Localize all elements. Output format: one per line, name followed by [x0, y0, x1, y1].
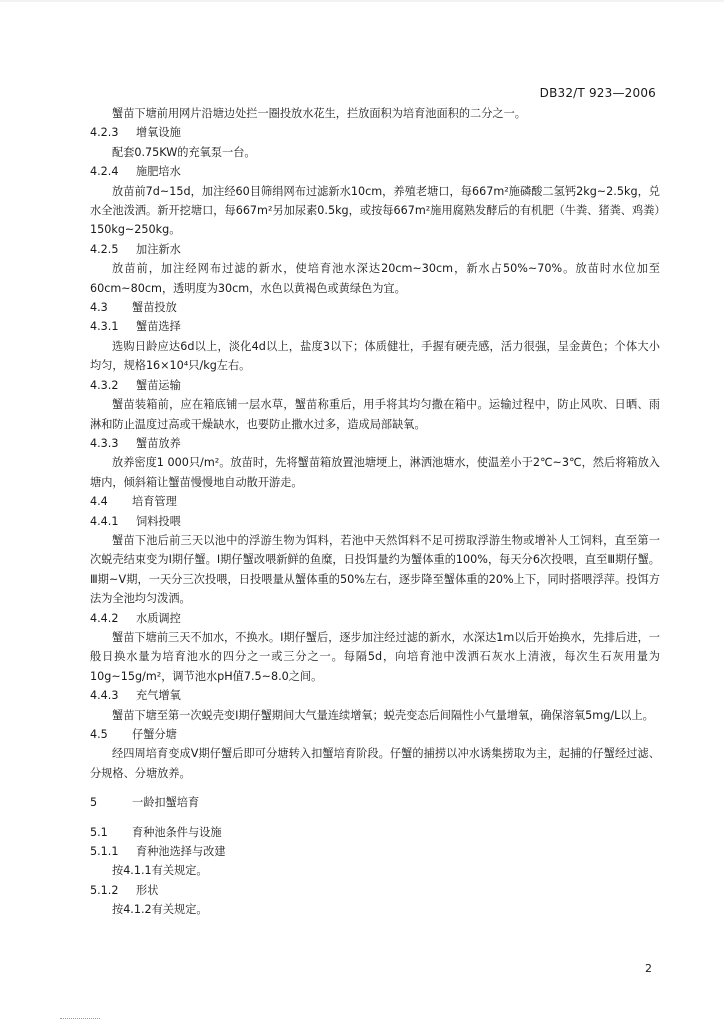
- section-number: 5.1.2: [90, 883, 119, 897]
- standard-code: DB32/T 923—2006: [539, 86, 656, 100]
- section-number: 5: [90, 796, 98, 810]
- paragraph: 放养密度1 000只/m²。放苗时，先将蟹苗箱放置池塘埂上，淋洒池塘水，使温差小于2℃~3℃，然后将箱放入塘内，倾斜箱让蟹苗慢慢地自动散开游走。: [90, 456, 660, 489]
- section-number: 4.4.3: [90, 689, 119, 703]
- section-heading: [90, 793, 660, 812]
- section-heading: [90, 376, 660, 395]
- section-number: 4.2.3: [90, 126, 119, 140]
- section-number: 5.1.1: [90, 845, 119, 859]
- section-title: 形状: [136, 883, 159, 897]
- section-title: 水质调控: [136, 611, 181, 625]
- section-heading: [90, 512, 660, 531]
- section-title: 蟹苗放养: [136, 436, 181, 450]
- section-heading: [90, 240, 660, 259]
- paragraph: 配套0.75KW的充氧泵一台。: [112, 145, 256, 159]
- section-heading: [90, 492, 660, 511]
- paragraph: 放苗前，加注经网布过滤的新水，使培育池水深达20cm~30cm，新水占50%~70%。放苗时水位加至60cm~80cm，透明度为30cm，水色以黄褐色或黄绿色为宜。: [90, 262, 660, 295]
- section-number: 5.1: [90, 825, 108, 839]
- section-heading: [90, 317, 660, 336]
- section-number: 4.3: [90, 301, 108, 315]
- scan-edge: [0, 0, 724, 2]
- paragraph: 按4.1.1有关规定。: [112, 864, 208, 878]
- section-title: 仔蟹分塘: [132, 728, 177, 741]
- section-heading: [90, 686, 660, 705]
- section-heading: [90, 123, 660, 142]
- section-heading: [90, 609, 660, 628]
- section-title: 育种池条件与设施: [132, 825, 222, 839]
- section-title: 蟹苗投放: [132, 301, 177, 315]
- section-title: 蟹苗选择: [136, 320, 181, 334]
- section-title: 施肥培水: [136, 165, 181, 179]
- section-number: 4.4.1: [90, 514, 119, 528]
- section-title: 增氧设施: [136, 126, 181, 140]
- section-title: 蟹苗运输: [136, 378, 181, 392]
- section-number: 4.5: [90, 728, 108, 741]
- paragraph: 蟹苗装箱前，应在箱底铺一层水草，蟹苗称重后，用手将其均匀撒在箱中。运输过程中，防止风吹、日晒、雨淋和防止温度过高或干燥缺水，也要防止撒水过多，造成局部缺氧。: [90, 398, 660, 431]
- section-number: 4.4.2: [90, 611, 119, 625]
- paragraph: 蟹苗下池后前三天以池中的浮游生物为饵料，若池中天然饵料不足可捞取浮游生物或增补人工饲料，直至第一次蜕壳结束变为Ⅰ期仔蟹。Ⅰ期仔蟹改喂新鲜的鱼糜，日投饵量约为蟹体重的100%，每天分6次投喂，直至Ⅲ期仔蟹。Ⅲ期~Ⅴ期，一天分三次投喂，日投喂量从蟹体重的50%左右，逐步降至蟹体重的20%上下，同时搭喂浮萍。投饵方法为全池均匀泼洒。: [90, 533, 660, 606]
- section-number: 4.3.1: [90, 320, 119, 334]
- section-heading: [90, 881, 660, 900]
- section-title: 充气增氧: [136, 689, 181, 703]
- section-heading: [90, 298, 660, 317]
- section-title: 培育管理: [132, 495, 177, 509]
- scan-artifact: [60, 1018, 100, 1022]
- section-heading: [90, 162, 660, 181]
- paragraph: 蟹苗下塘至第一次蜕壳变Ⅰ期仔蟹期间大气量连续增氧；蜕壳变态后间隔性小气量增氧，确保溶氧5mg/L以上。: [112, 708, 654, 722]
- section-heading: [90, 842, 660, 861]
- section-number: 4.4: [90, 495, 108, 509]
- paragraph: 蟹苗下塘前三天不加水，不换水。Ⅰ期仔蟹后，逐步加注经过滤的新水，水深达1m以后开始换水，先排后进，一般日换水量为培育池水的四分之一或三分之一。每隔5d，向培育池中泼洒石灰水上清液，每次生石灰用量为10g~15g/m²，调节池水pH值7.5~8.0之间。: [90, 630, 660, 683]
- section-title: 加注新水: [136, 242, 181, 256]
- paragraph: 经四周培育变成Ⅴ期仔蟹后即可分塘转入扣蟹培育阶段。仔蟹的捕捞以冲水诱集捞取为主，起捕的仔蟹经过滤、分规格、分塘放养。: [90, 747, 660, 780]
- paragraph: 放苗前7d~15d，加注经60目筛绢网布过滤新水10cm，养殖老塘口，每667m²施磷酸二氢钙2kg~2.5kg，兑水全池泼洒。新开挖塘口，每667m²另加尿素0.5kg，或按每667m²施用腐熟发酵后的有机肥（牛粪、猪粪、鸡粪）150kg~250kg。: [90, 184, 660, 237]
- section-title: 一龄扣蟹培育: [132, 796, 200, 810]
- section-number: 4.3.3: [90, 436, 119, 450]
- paragraph: 蟹苗下塘前用网片沿塘边处拦一圈投放水花生，拦放面积为培育池面积的二分之一。: [112, 107, 526, 120]
- paragraph: 选购日龄应达6d以上，淡化4d以上，盐度3以下；体质健壮，手握有硬壳感，活力很强，呈金黄色；个体大小均匀，规格16×10⁴只/kg左右。: [90, 339, 660, 373]
- section-number: 4.3.2: [90, 378, 119, 392]
- section-title: 育种池选择与改建: [136, 845, 226, 859]
- section-heading: [90, 725, 660, 744]
- section-number: 4.2.5: [90, 242, 119, 256]
- section-number: 4.2.4: [90, 165, 119, 179]
- section-heading: [90, 823, 660, 842]
- section-title: 饲料投喂: [136, 514, 181, 528]
- paragraph: 按4.1.2有关规定。: [112, 903, 208, 917]
- page-number: 2: [645, 962, 652, 975]
- section-heading: [90, 434, 660, 453]
- document-body: [90, 104, 660, 920]
